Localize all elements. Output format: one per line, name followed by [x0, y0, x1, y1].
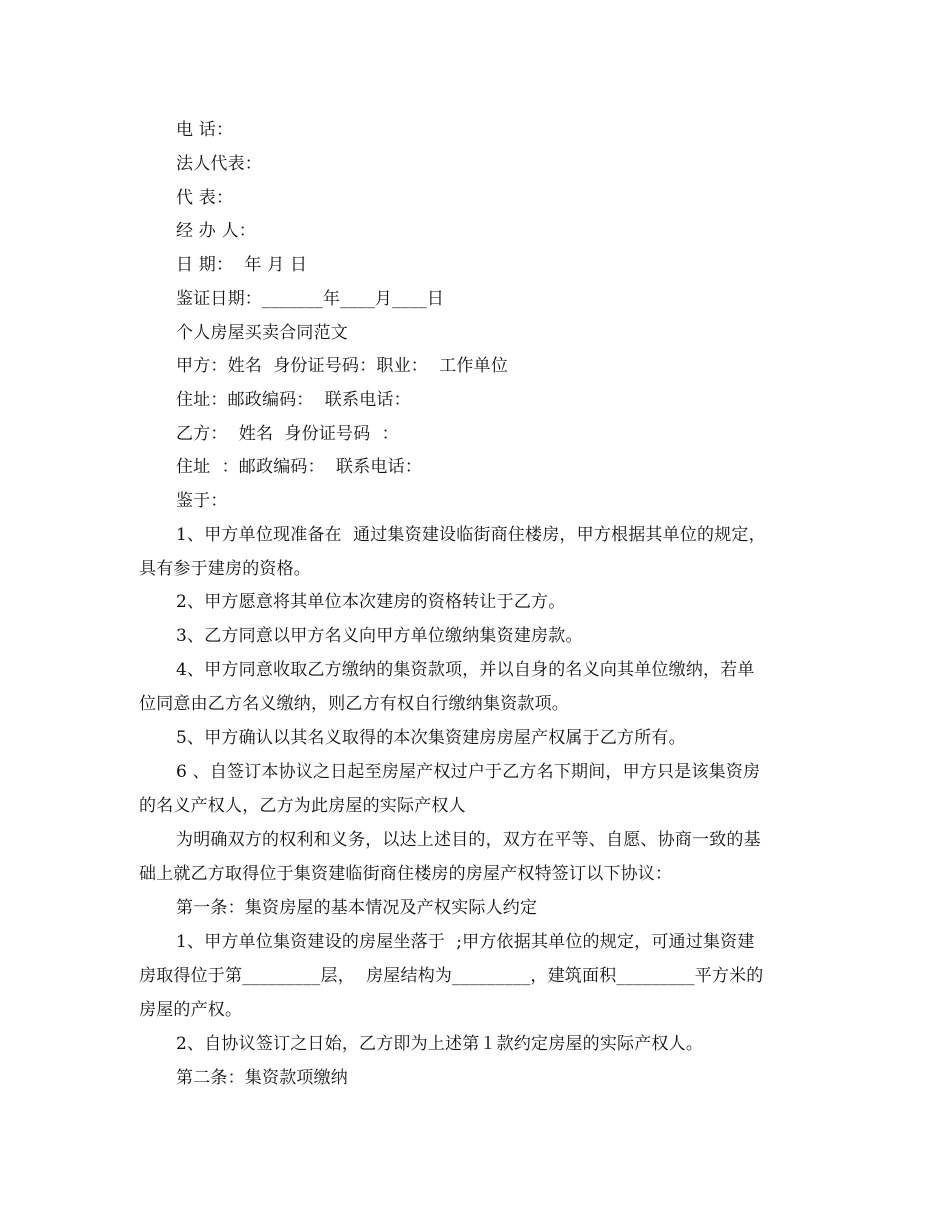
text-line: 鉴证日期：_______年____月____日 [176, 289, 445, 309]
text-line: 2、自协议签订之日始，乙方即为上述第１款约定房屋的实际产权人。 [176, 1034, 704, 1054]
text-line: 具有参于建房的资格。 [139, 559, 311, 579]
text-line: 房取得位于第_________层， 房屋结构为_________，建筑面积_________平方米的 [139, 966, 764, 986]
text-line: 3、乙方同意以甲方名义向甲方单位缴纳集资建房款。 [176, 626, 583, 646]
text-line: 为明确双方的权利和义务，以达上述目的，双方在平等、自愿、协商一致的基 [176, 830, 761, 850]
text-line: 2、甲方愿意将其单位本次建房的资格转让于乙方。 [176, 592, 566, 612]
text-line: 1、甲方单位集资建设的房屋坐落于 ;甲方依据其单位的规定，可通过集资建 [176, 932, 755, 952]
text-line: 住址 ：邮政编码： 联系电话： [176, 457, 423, 477]
text-line: 1、甲方单位现准备在 通过集资建设临街商住楼房，甲方根据其单位的规定， [176, 525, 766, 545]
text-line: 个人房屋买卖合同范文 [176, 323, 348, 343]
text-line: 础上就乙方取得位于集资建临街商住楼房的房屋产权特签订以下协议： [139, 864, 673, 884]
text-line: 第一条：集资房屋的基本情况及产权实际人约定 [176, 898, 538, 918]
text-line: 经 办 人： [176, 221, 257, 241]
text-line: 甲方：姓名 身份证号码：职业： 工作单位 [176, 356, 509, 376]
text-line: 5、甲方确认以其名义取得的本次集资建房房屋产权属于乙方所有。 [176, 728, 686, 748]
text-line: 日 期： 年 月 日 [176, 255, 308, 275]
text-line: 代 表： [176, 188, 234, 208]
text-line: 乙方： 姓名 身份证号码 ： [176, 424, 399, 444]
text-line: 4、甲方同意收取乙方缴纳的集资款项，并以自身的名义向其单位缴纳，若单 [176, 660, 755, 680]
text-line: 位同意由乙方名义缴纳，则乙方有权自行缴纳集资款项。 [139, 694, 569, 714]
text-line: 的名义产权人，乙方为此房屋的实际产权人 [139, 796, 466, 816]
text-line: 第二条：集资款项缴纳 [176, 1068, 348, 1088]
text-line: 鉴于： [176, 491, 228, 511]
text-line: 住址：邮政编码： 联系电话： [176, 390, 411, 410]
text-line: 房屋的产权。 [139, 1000, 243, 1020]
text-line: 电 话： [176, 120, 234, 140]
text-line: 6 、自签订本协议之日起至房屋产权过户于乙方名下期间，甲方只是该集资房 [176, 762, 761, 782]
text-line: 法人代表： [176, 154, 262, 174]
